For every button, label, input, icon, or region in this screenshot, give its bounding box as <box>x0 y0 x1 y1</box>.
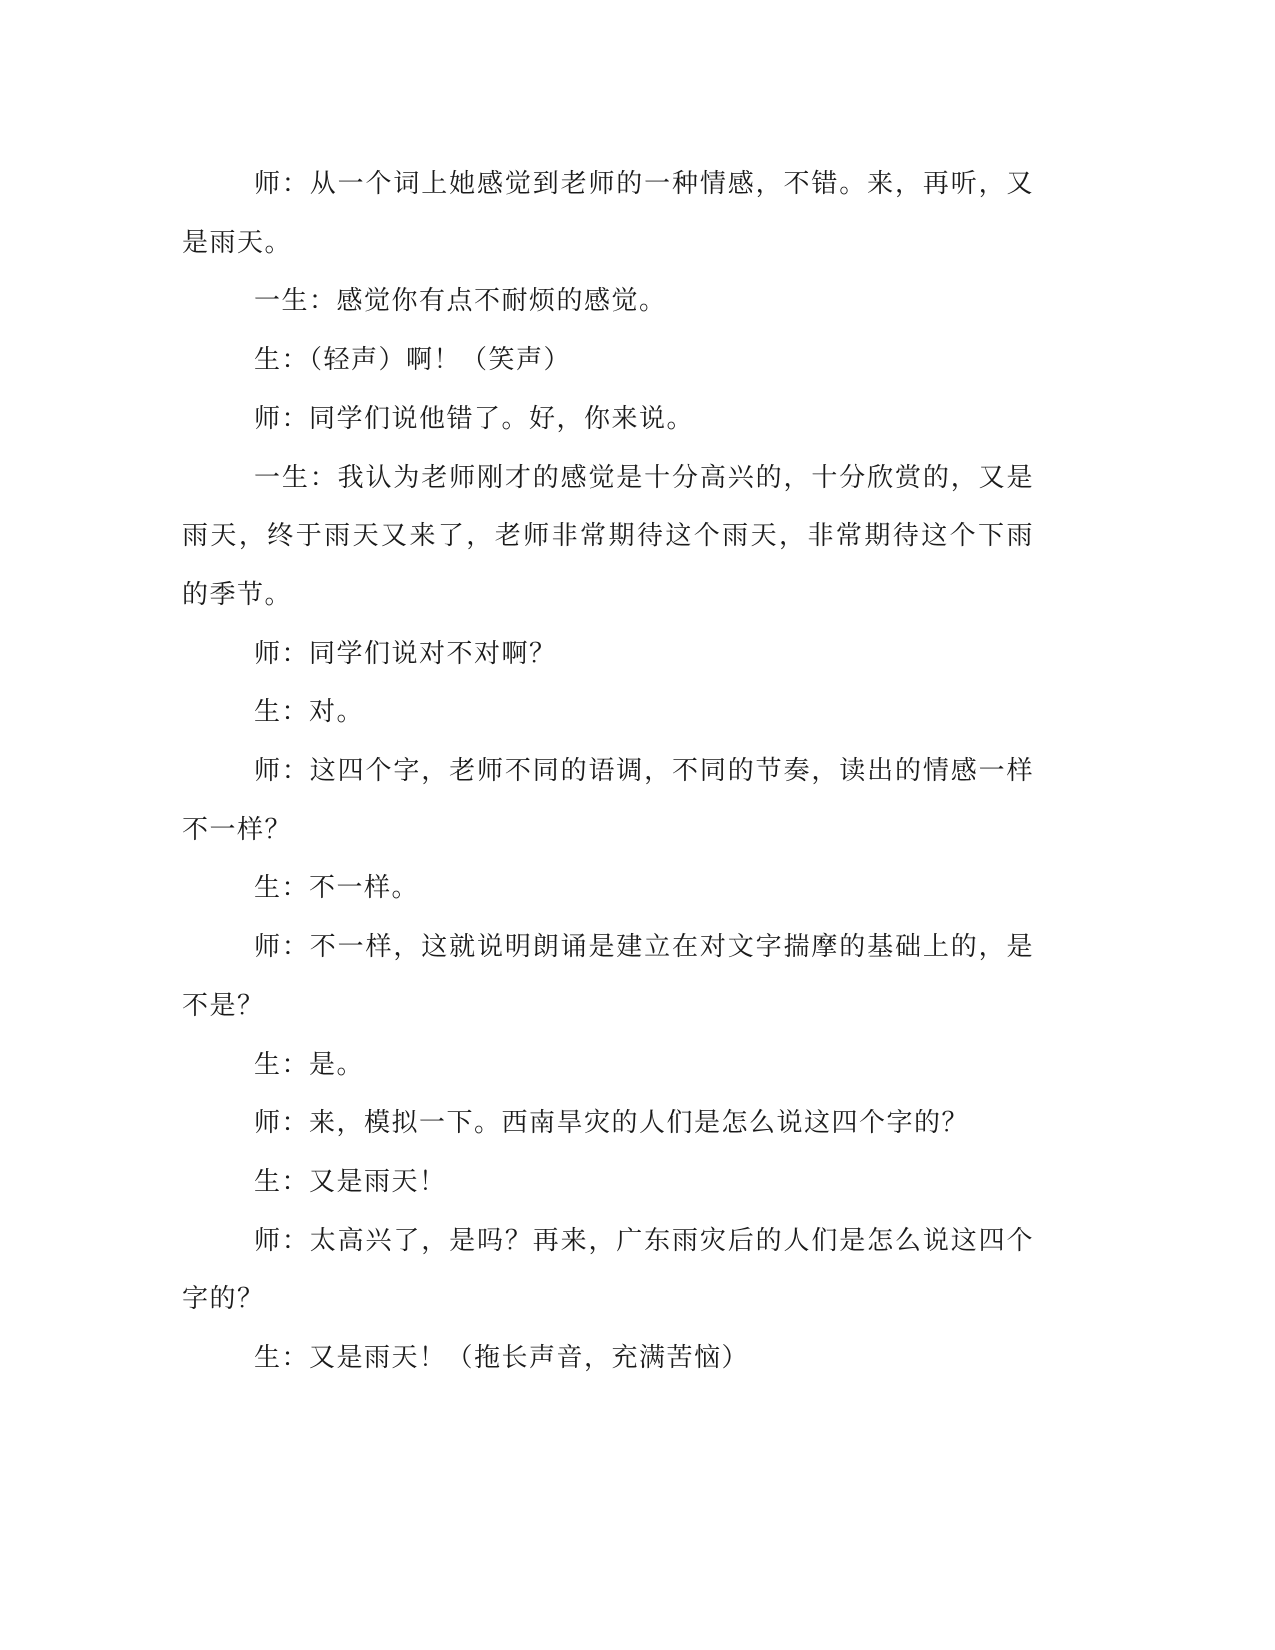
dialogue-paragraph: 生：（轻声）啊！（笑声） <box>254 345 572 376</box>
dialogue-paragraph: 一生：我认为老师刚才的感觉是十分高兴的，十分欣赏的，又是雨天，终于雨天又来了，老师非常期待这个雨天，非常期待这个下雨的季节。 <box>182 462 1034 610</box>
dialogue-paragraph: 师：同学们说对不对啊？ <box>254 638 557 669</box>
dialogue-paragraph: 生：是。 <box>254 1049 365 1080</box>
dialogue-paragraph: 师：太高兴了，是吗？再来，广东雨灾后的人们是怎么说这四个字的？ <box>182 1225 1034 1315</box>
dialogue-paragraph: 生：不一样。 <box>254 873 420 904</box>
dialogue-paragraph: 生：对。 <box>254 697 365 728</box>
dialogue-paragraph: 师：来，模拟一下。西南旱灾的人们是怎么说这四个字的？ <box>254 1108 970 1139</box>
dialogue-paragraph: 师：从一个词上她感觉到老师的一种情感，不错。来，再听，又是雨天。 <box>182 169 1034 258</box>
dialogue-paragraph: 师：同学们说他错了。好，你来说。 <box>254 403 695 434</box>
dialogue-paragraph: 生：又是雨天！（拖长声音，充满苦恼） <box>254 1343 750 1374</box>
dialogue-paragraph: 生：又是雨天！ <box>254 1166 447 1197</box>
dialogue-paragraph: 师：这四个字，老师不同的语调，不同的节奏，读出的情感一样不一样？ <box>182 756 1034 845</box>
dialogue-paragraph: 师：不一样，这就说明朗诵是建立在对文字揣摩的基础上的，是不是？ <box>182 932 1034 1021</box>
document-body <box>182 155 1034 1388</box>
dialogue-paragraph: 一生：感觉你有点不耐烦的感觉。 <box>254 286 667 317</box>
